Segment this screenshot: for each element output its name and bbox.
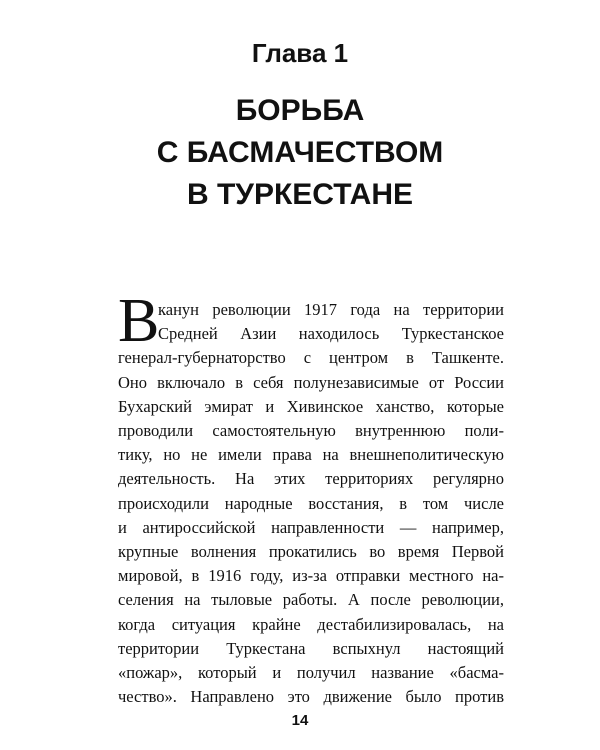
text-line-6: проводили самостоятельную внутреннюю поли- <box>118 421 504 441</box>
text-line-14: когда ситуация крайне дестабилизировалась, на <box>118 614 504 634</box>
text-line-10: и антироссийской направленности — например, <box>118 517 504 537</box>
text-line-1: канун революции 1917 года на территории <box>158 300 504 319</box>
text-line-2: Средней Азии находилось Туркестанское <box>158 324 504 344</box>
text-line-16: «пожар», который и получил название «басма- <box>118 663 504 683</box>
text-line-17: чество». Направлено это движение было против <box>118 687 504 707</box>
drop-cap: В <box>118 287 160 355</box>
chapter-title-line-3: В ТУРКЕСТАНЕ <box>186 178 413 211</box>
text-line-7: тику, но не имели права на внешнеполитическую <box>118 445 504 465</box>
chapter-title-line-2: С БАСМАЧЕСТВОМ <box>156 136 444 169</box>
text-line-3: генерал-губернаторство с центром в Ташкенте. <box>118 348 504 368</box>
chapter-title <box>0 90 600 216</box>
text-line-5: Бухарский эмират и Хивинское ханство, которые <box>118 396 504 416</box>
text-line-8: деятельность. На этих территориях регулярно <box>118 469 504 489</box>
text-line-12: мировой, в 1916 году, из-за отправки местного на- <box>118 566 504 586</box>
chapter-title-line-1: БОРЬБА <box>235 94 365 127</box>
text-line-4: Оно включало в себя полунезависимые от России <box>118 372 504 392</box>
text-line-15: территории Туркестана вспыхнул настоящий <box>118 638 504 658</box>
text-line-9: происходили народные восстания, в том числе <box>118 493 504 513</box>
text-line-11: крупные волнения прокатились во время Первой <box>118 542 504 562</box>
page-number: 14 <box>291 712 309 729</box>
body-paragraph <box>118 298 504 709</box>
text-line-13: селения на тыловые работы. А после революции, <box>118 590 504 610</box>
chapter-label: Глава 1 <box>251 38 349 68</box>
